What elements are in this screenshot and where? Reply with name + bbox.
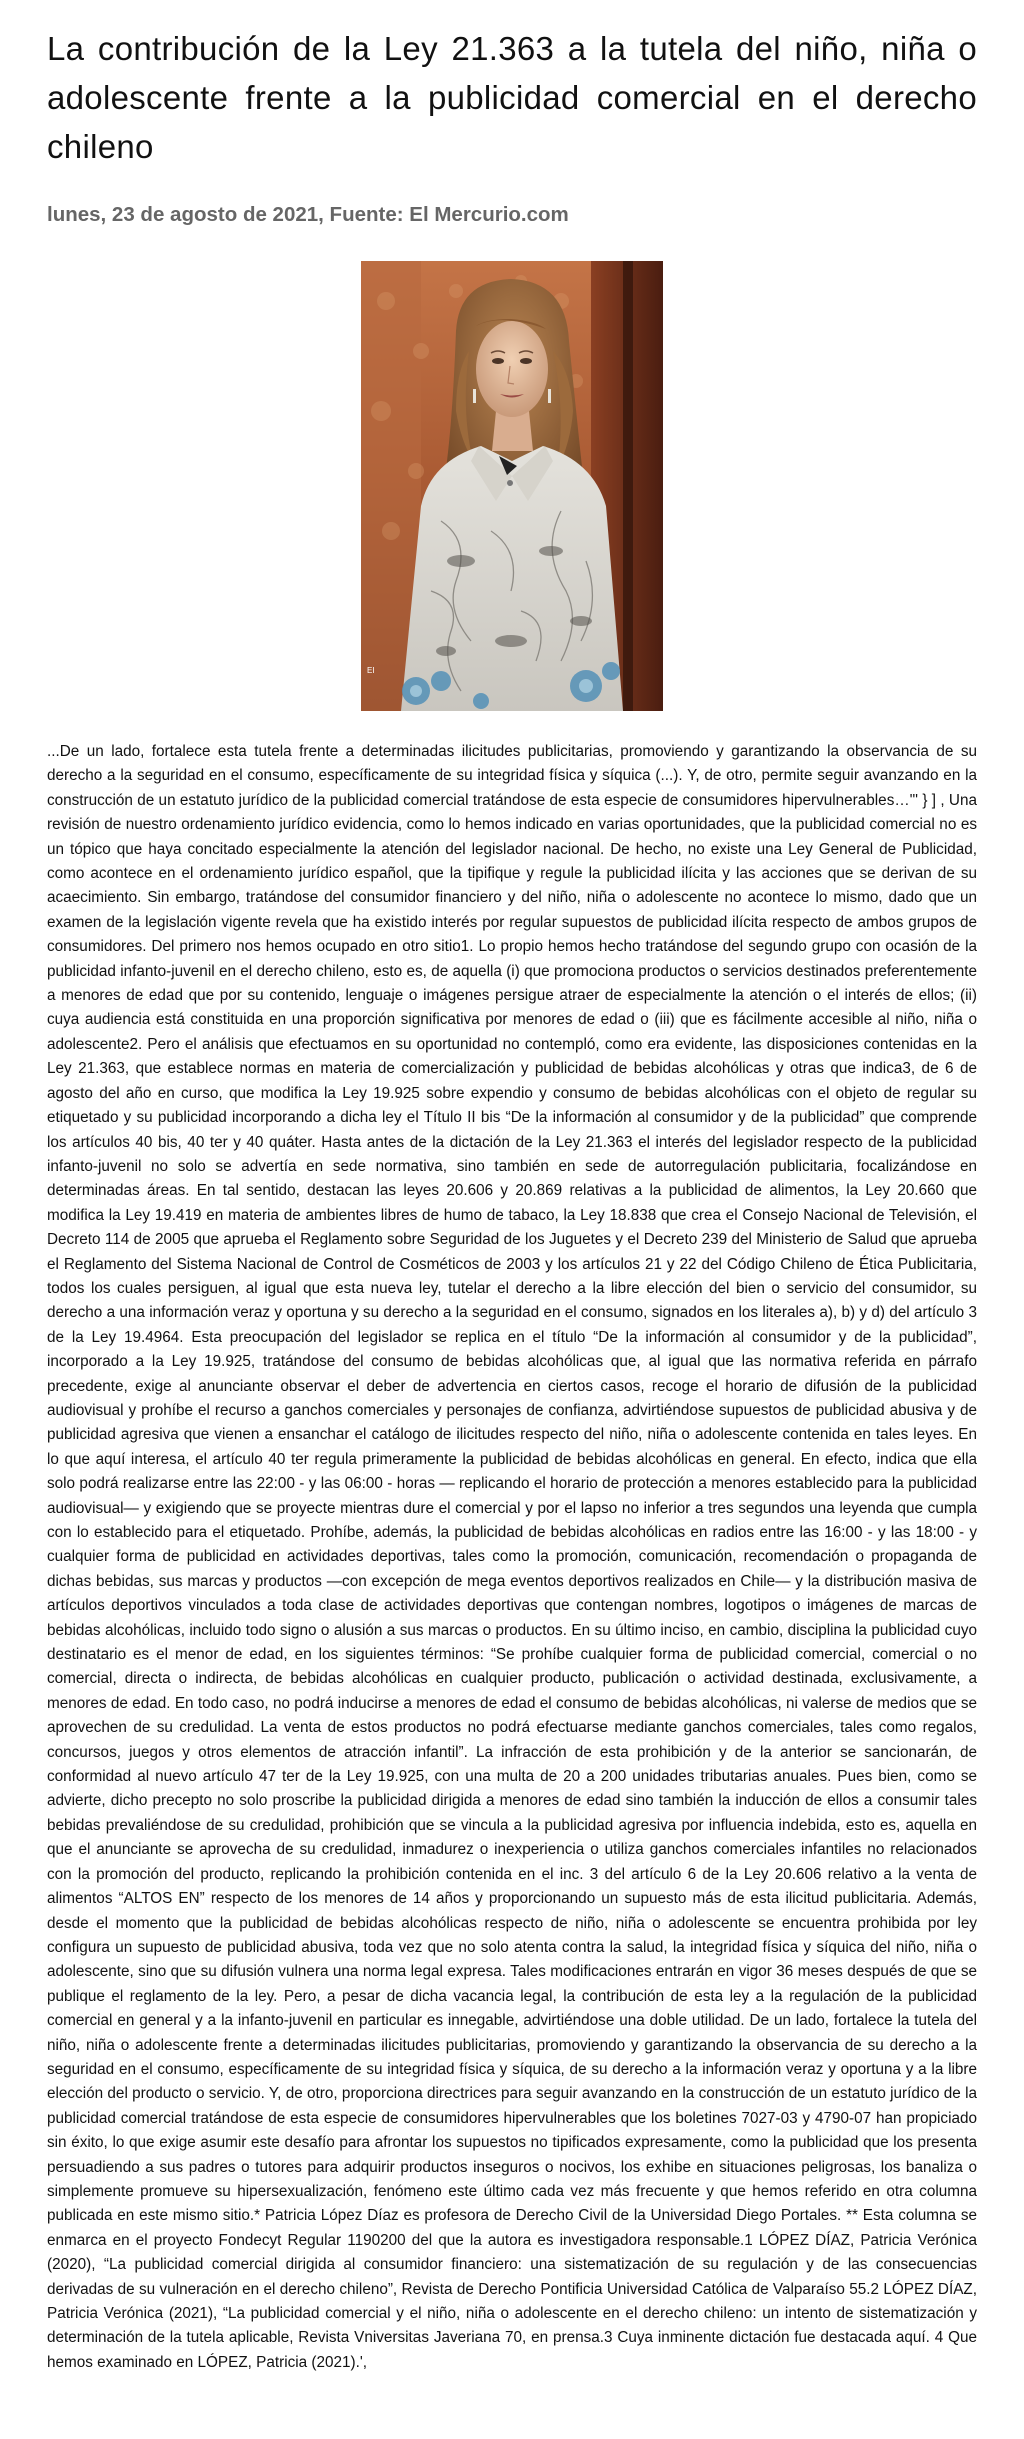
article-date-source: lunes, 23 de agosto de 2021, Fuente: El Mercurio.com (47, 203, 569, 226)
article (47, 0, 977, 2375)
photo-container (47, 261, 977, 711)
photo-watermark: EI (367, 666, 375, 675)
author-photo (361, 261, 663, 711)
article-body: ...De un lado, fortalece esta tutela frente a determinadas ilicitudes publicitarias, promoviendo y garantizando la observancia de su derecho a la seguridad en el consumo, específicamente de su integridad física y síquica (...). Y, de otro, permite seguir avanzando en la construcción de un estatuto jurídico de la publicidad comercial tratándose de esta especie de consumidores hipervulnerables…'" } ] , Una revisión de nuestro ordenamiento jurídico evidencia, como lo hemos indicado en varias oportunidades, que la publicidad comercial no es un tópico que haya concitado especialmente la atención del legislador nacional. De hecho, no existe una Ley General de Publicidad, como acontece en el ordenamiento jurídico español, que la tipifique y regule la publicidad ilícita y las acciones que se derivan de su acaecimiento. Sin embargo, tratándose del consumidor financiero y del niño, niña o adolescente no acontece lo mismo, dado que un examen de la legislación vigente revela que ha existido interés por regular supuestos de publicidad ilícita respecto de ambos grupos de consumidores. Del primero nos hemos ocupado en otro sitio1. Lo propio hemos hecho tratándose del segundo grupo con ocasión de la publicidad infanto-juvenil en el derecho chileno, esto es, de aquella (i) que promociona productos o servicios destinados preferentemente a menores de edad que por su contenido, lenguaje o imágenes persigue atraer de especialmente la atención o el interés de ellos; (ii) cuya audiencia está constituida en una proporción significativa por menores de edad o (iii) que es fácilmente accesible al niño, niña o adolescente2. Pero el análisis que efectuamos en su oportunidad no contempló, como era evidente, las disposiciones contenidas en la Ley 21.363, que establece normas en materia de comercialización y publicidad de bebidas alcohólicas y otras que indica3, de 6 de agosto del año en curso, que modifica la Ley 19.925 sobre expendio y consumo de bebidas alcohólicas con el objeto de regular su etiquetado y su publicidad incorporando a dicha ley el Título II bis “De la información al consumidor y de la publicidad” que comprende los artículos 40 bis, 40 ter y 40 quáter. Hasta antes de la dictación de la Ley 21.363 el interés del legislador respecto de la publicidad infanto-juvenil no solo se advertía en sede normativa, sino también en sede de autorregulación publicitaria, focalizándose en determinadas áreas. En tal sentido, destacan las leyes 20.606 y 20.869 relativas a la publicidad de alimentos, la Ley 20.660 que modifica la Ley 19.419 en materia de ambientes libres de humo de tabaco, la Ley 18.838 que crea el Consejo Nacional de Televisión, el Decreto 114 de 2005 que aprueba el Reglamento sobre Seguridad de los Juguetes y el Decreto 239 del Ministerio de Salud que aprueba el Reglamento del Sistema Nacional de Control de Cosméticos de 2003 y los artículos 21 y 22 del Código Chileno de Ética Publicitaria, todos los cuales persiguen, al igual que esta nueva ley, tutelar el derecho a la libre elección del bien o servicio del consumidor, su derecho a una información veraz y oportuna y su derecho a la seguridad en el consumo, signados en los literales a), b) y d) del artículo 3 de la Ley 19.4964. Esta preocupación del legislador se replica en el título “De la información al consumidor y de la publicidad”, incorporado a la Ley 19.925, tratándose del consumo de bebidas alcohólicas que, al igual que las normativa referida en párrafo precedente, exige al anunciante observar el deber de advertencia en ciertos casos, recoge el horario de difusión de la publicidad audiovisual y prohíbe el recurso a ganchos comerciales y personajes de confianza, advirtiéndose supuestos de publicidad abusiva y de publicidad agresiva que vienen a ensanchar el catálogo de ilicitudes respecto del niño, niña o adolescente contenida en tales leyes. En lo que aquí interesa, el artículo 40 ter regula primeramente la publicidad de bebidas alcohólicas en general. En efecto, indica que ella solo podrá realizarse entre las 22:00 - y las 06:00 - horas — replicando el horario de protección a menores establecido para la publicidad audiovisual— y exigiendo que se proyecte mientras dure el comercial y por el lapso no inferior a tres segundos una leyenda que cumpla con lo establecido para el etiquetado. Prohíbe, además, la publicidad de bebidas alcohólicas en radios entre las 16:00 - y las 18:00 - y cualquier forma de publicidad en actividades deportivas, tales como la promoción, comunicación, recomendación o propaganda de dichas bebidas, sus marcas y productos —con excepción de mega eventos deportivos realizados en Chile— y la distribución masiva de artículos deportivos vinculados a toda clase de actividades deportivas que contengan nombres, logotipos o imágenes de marcas de bebidas alcohólicas, incluido todo signo o alusión a sus marcas o productos. En su último inciso, en cambio, disciplina la publicidad cuyo destinatario es el menor de edad, en los siguientes términos: “Se prohíbe cualquier forma de publicidad comercial, comercial o no comercial, directa o indirecta, de bebidas alcohólicas en cualquier producto, publicación o actividad destinada, exclusivamente, a menores de edad. En todo caso, no podrá inducirse a menores de edad el consumo de bebidas alcohólicas, ni valerse de medios que se aprovechen de su credulidad. La venta de estos productos no podrá efectuarse mediante ganchos comerciales, tales como regalos, concursos, juegos y otros elementos de atracción infantil”. La infracción de esta prohibición y de la anterior se sancionarán, de conformidad al nuevo artículo 47 ter de la Ley 19.925, con una multa de 20 a 200 unidades tributarias anuales. Pues bien, como se advierte, dicho precepto no solo proscribe la publicidad dirigida a menores de edad sino también la inducción de ellos a consumir tales bebidas prevaliéndose de su credulidad, prohibición que se vincula a la publicidad agresiva por influencia indebida, esto es, aquella en que el anunciante se aprovecha de su credulidad, inmadurez o inexperiencia o utiliza ganchos comerciales infantiles no relacionados con la promoción del producto, replicando la prohibición contenida en el inc. 3 del artículo 6 de la Ley 20.606 relativo a la venta de alimentos “ALTOS EN” respecto de los menores de 14 años y proporcionando un supuesto más de esta ilicitud publicitaria. Además, desde el momento que la publicidad de bebidas alcohólicas respecto de niño, niña o adolescente se encuentra prohibida por ley configura un supuesto de publicidad abusiva, toda vez que no solo atenta contra la salud, la integridad física y síquica del niño, niña o adolescente, sino que su difusión vulnera una norma legal expresa. Tales modificaciones entrarán en vigor 36 meses después de que se publique el reglamento de la ley. Pero, a pesar de dicha vacancia legal, la contribución de esta ley a la regulación de la publicidad comercial en general y a la infanto-juvenil en particular es innegable, advirtiéndose una doble utilidad. De un lado, fortalece la tutela del niño, niña o adolescente frente a determinadas ilicitudes publicitarias, promoviendo y garantizando la observancia de su derecho a la seguridad en el consumo, específicamente de su integridad física y síquica, de su derecho a la información veraz y oportuna y a la libre elección del producto o servicio. Y, de otro, proporciona directrices para seguir avanzando en la construcción de un estatuto jurídico de la publicidad comercial tratándose de esta especie de consumidores hipervulnerables que los boletines 7027-03 y 4790-07 han propiciado sin éxito, lo que exige asumir este desafío para afrontar los supuestos no tipificados expresamente, como la publicidad que los presenta persuadiendo a sus padres o tutores para adquirir productos inseguros o nocivos, los exhibe en situaciones peligrosas, los banaliza o simplemente promueve su hipersexualización, fenómeno este último cada vez más frecuente y que hemos referido en otra columna publicada en este mismo sitio.* Patricia López Díaz es profesora de Derecho Civil de la Universidad Diego Portales. ** Esta columna se enmarca en el proyecto Fondecyt Regular 1190200 del que la autora es investigadora responsable.1 LÓPEZ DÍAZ, Patricia Verónica (2020), “La publicidad comercial dirigida al consumidor financiero: una sistematización de su regulación y de las consecuencias derivadas de su vulneración en el derecho chileno”, Revista de Derecho Pontificia Universidad Católica de Valparaíso 55.2 LÓPEZ DÍAZ, Patricia Verónica (2021), “La publicidad comercial y el niño, niña o adolescente en el derecho chileno: un intento de sistematización y determinación de la tutela aplicable, Revista Vniversitas Javeriana 70, en prensa.3 Cuya inminente dictación fue destacada aquí. 4 Que hemos examinado en LÓPEZ, Patricia (2021).', (47, 743, 977, 2371)
article-title: La contribución de la Ley 21.363 a la tutela del niño, niña o adolescente frente a la publicidad comercial en el derecho chileno (47, 30, 977, 165)
